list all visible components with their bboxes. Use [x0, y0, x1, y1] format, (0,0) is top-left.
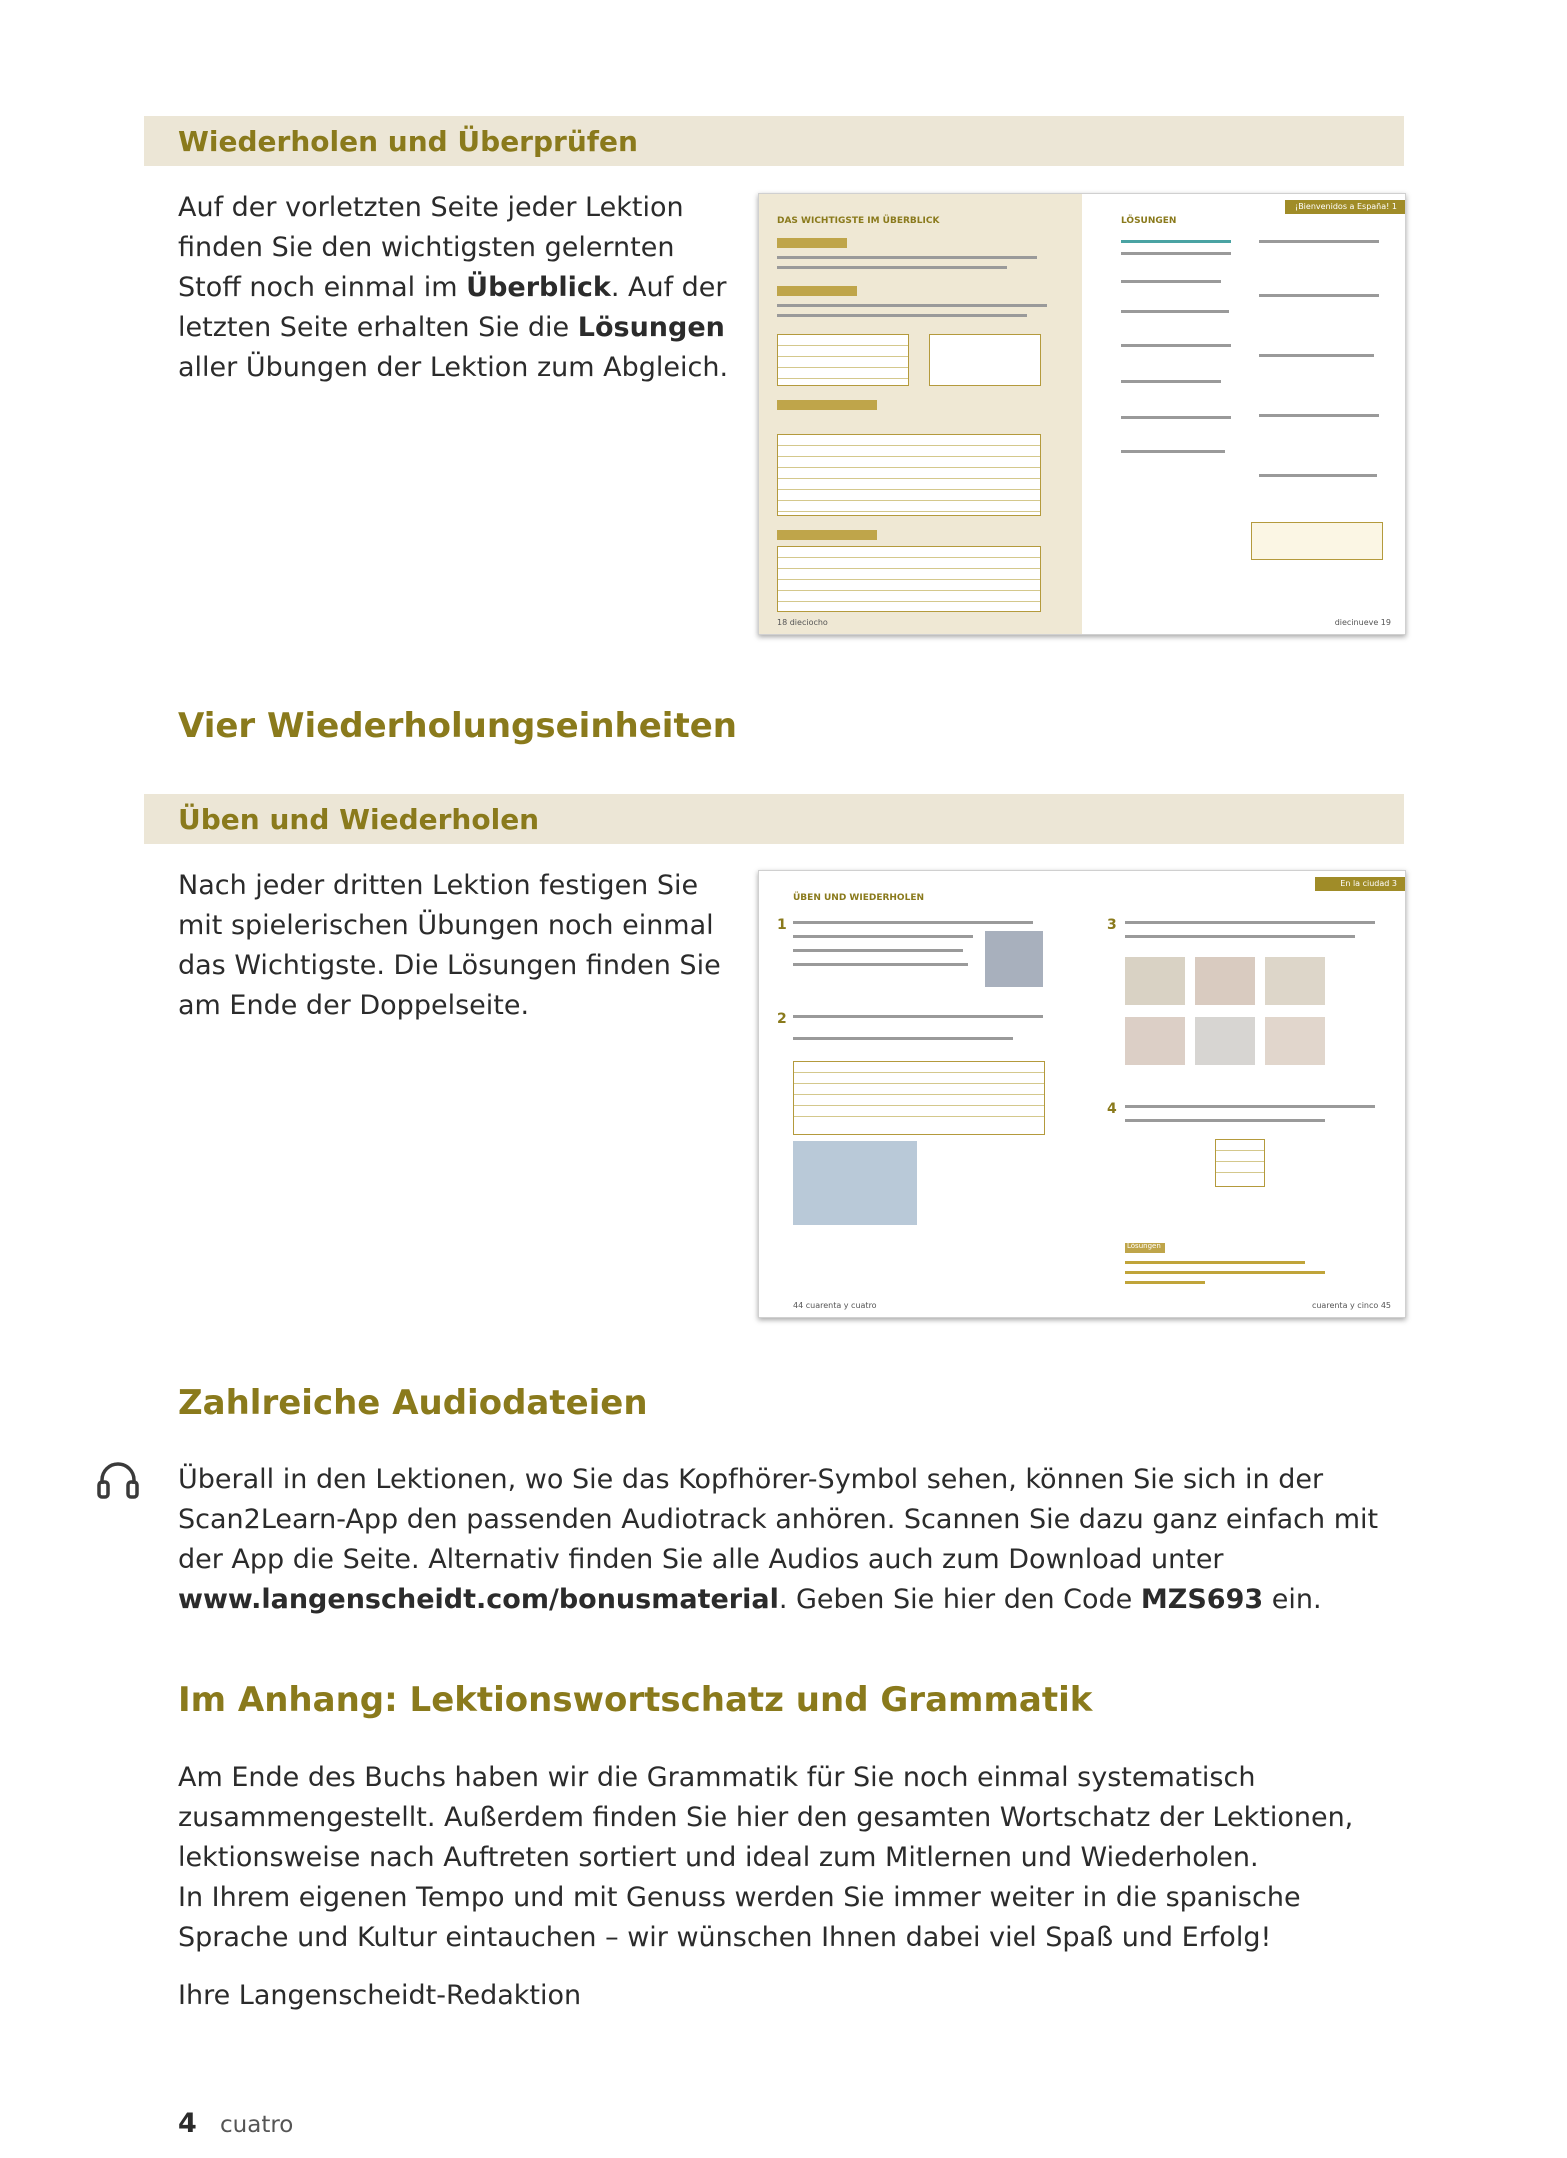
mini-line — [1121, 344, 1231, 347]
mini-line — [1125, 1105, 1375, 1108]
mini-line — [1125, 1281, 1205, 1284]
text-span: . Auf der letzten Seite erhalten Sie die — [178, 272, 727, 343]
section-heading-anhang: Im Anhang: Lektionswortschatz und Grammatik — [178, 1680, 1093, 1720]
section1-paragraph — [178, 188, 738, 388]
map-tile — [1265, 1017, 1325, 1065]
mini-line — [1121, 280, 1221, 283]
exercise-number: 3 — [1107, 917, 1117, 933]
mini-line — [793, 921, 1033, 924]
text-span: . Geben Sie hier den Code — [778, 1584, 1141, 1615]
section3-paragraph — [178, 1460, 1408, 1620]
mini-line — [1121, 252, 1231, 255]
text-span: aller Übungen der Lektion zum Abgleich. — [178, 352, 729, 383]
mini-header — [777, 238, 847, 248]
thumbnail-practice-pages — [758, 870, 1406, 1318]
map-tile — [1125, 1017, 1185, 1065]
section4-paragraph-2: In Ihrem eigenen Tempo und mit Genuss werden Sie immer weiter in die spanische Sprache und Kultur eintauchen – wir wünschen Ihnen dabei viel Spaß und Erfolg! — [178, 1882, 1301, 1953]
headphones-icon — [96, 1460, 140, 1500]
mini-header — [777, 400, 877, 410]
signature: Ihre Langenscheidt-Redaktion — [178, 1980, 582, 2011]
mini-line — [1125, 921, 1375, 924]
mini-line — [793, 1015, 1043, 1018]
mini-line — [1125, 1271, 1325, 1274]
mini-table — [793, 1061, 1045, 1135]
exercise-number: 1 — [777, 917, 787, 933]
mini-line — [1125, 1119, 1325, 1122]
chapter-band-label: En la ciudad 3 — [1340, 879, 1397, 888]
mini-line — [1121, 450, 1225, 453]
page-number: 4 — [178, 2108, 197, 2139]
text-span: Auf der vorletzten Seite jeder Lektion finden Sie den wichtigsten gelernten Stoff noch einmal im — [178, 192, 684, 303]
mini-table — [777, 434, 1041, 516]
thumb-right-page-number: diecinueve 19 — [1334, 618, 1391, 627]
mini-line — [1259, 474, 1377, 477]
mini-line — [1121, 310, 1229, 313]
page-number-word: cuatro — [220, 2112, 294, 2138]
section2-paragraph: Nach jeder dritten Lektion festigen Sie mit spielerischen Übungen noch einmal das Wichtigste. Die Lösungen finden Sie am Ende der Doppelseite. — [178, 870, 721, 1021]
section-title: Üben und Wiederholen — [178, 803, 540, 836]
section-bar-wiederholen — [144, 116, 1404, 166]
thumbnail-overview-pages — [758, 193, 1406, 635]
photo-man-laptop — [985, 931, 1043, 987]
bold-term-loesungen: Lösungen — [577, 312, 725, 343]
mini-tip-box — [1251, 522, 1383, 560]
mini-header — [777, 286, 857, 296]
section-heading-audiodateien: Zahlreiche Audiodateien — [178, 1383, 648, 1423]
solutions-label: Lösungen — [1127, 1242, 1161, 1250]
mini-line — [1259, 240, 1379, 243]
text-span: Überall in den Lektionen, wo Sie das Kopfhörer-Symbol sehen, können Sie sich in der Scan2Learn-App den passenden Audiotrack anhören. Scannen Sie dazu ganz einfach mit der App die Seite. Alternativ finden Sie alle Audios auch zum Download unter — [178, 1464, 1379, 1575]
access-code: MZS693 — [1140, 1584, 1264, 1615]
section4-paragraph-1: Am Ende des Buchs haben wir die Grammatik für Sie noch einmal systematisch zusammengestellt. Außerdem finden Sie hier den gesamten Wortschatz der Lektionen, lektionsweise nach Auftreten sortiert und ideal zum Mitlernen und Wiederholen. — [178, 1762, 1354, 1873]
mini-line — [777, 256, 1037, 259]
mini-line — [1125, 1261, 1305, 1264]
bonus-url: www.langenscheidt.com/bonusmaterial — [178, 1584, 779, 1615]
mini-note-box — [929, 334, 1041, 386]
map-tile — [1195, 1017, 1255, 1065]
map-tile — [1265, 957, 1325, 1005]
section-bar-ueben — [144, 794, 1404, 844]
mini-line — [793, 949, 963, 952]
thumb-left-heading: DAS WICHTIGSTE IM ÜBERBLICK — [777, 216, 940, 226]
exercise-number: 4 — [1107, 1101, 1117, 1117]
bold-term-ueberblick: Überblick — [466, 272, 611, 303]
thumb-right-page-number: cuarenta y cinco 45 — [1311, 1301, 1391, 1310]
mini-line — [1121, 380, 1221, 383]
chapter-band-label: ¡Bienvenidos a España! 1 — [1294, 202, 1397, 211]
mini-line — [793, 1037, 1013, 1040]
thumb-left-page-number: 18 dieciocho — [777, 618, 828, 627]
mini-table — [777, 546, 1041, 612]
map-tile — [1195, 957, 1255, 1005]
photo-city-cablecar — [793, 1141, 917, 1225]
mini-line — [1259, 354, 1374, 357]
mini-line — [1121, 416, 1231, 419]
mini-line — [793, 963, 968, 966]
mini-line — [777, 314, 1027, 317]
mini-line — [777, 266, 1007, 269]
thumb-right-heading: LÖSUNGEN — [1121, 216, 1177, 226]
thumb-left-heading: ÜBEN UND WIEDERHOLEN — [793, 893, 924, 903]
mini-line — [1259, 414, 1379, 417]
mini-line — [793, 935, 973, 938]
mini-line — [1259, 294, 1379, 297]
section-title: Wiederholen und Überprüfen — [178, 125, 638, 158]
mini-table — [777, 334, 909, 386]
map-tile — [1125, 957, 1185, 1005]
thumb-left-page-number: 44 cuarenta y cuatro — [793, 1301, 877, 1310]
mini-line — [777, 304, 1047, 307]
text-span: ein. — [1263, 1584, 1322, 1615]
exercise-number: 2 — [777, 1011, 787, 1027]
mini-header — [777, 530, 877, 540]
mini-line — [1125, 935, 1355, 938]
mini-number-grid — [1215, 1139, 1265, 1187]
mini-line — [1121, 240, 1231, 243]
section-heading-vier-wiederholungseinheiten: Vier Wiederholungseinheiten — [178, 706, 737, 746]
